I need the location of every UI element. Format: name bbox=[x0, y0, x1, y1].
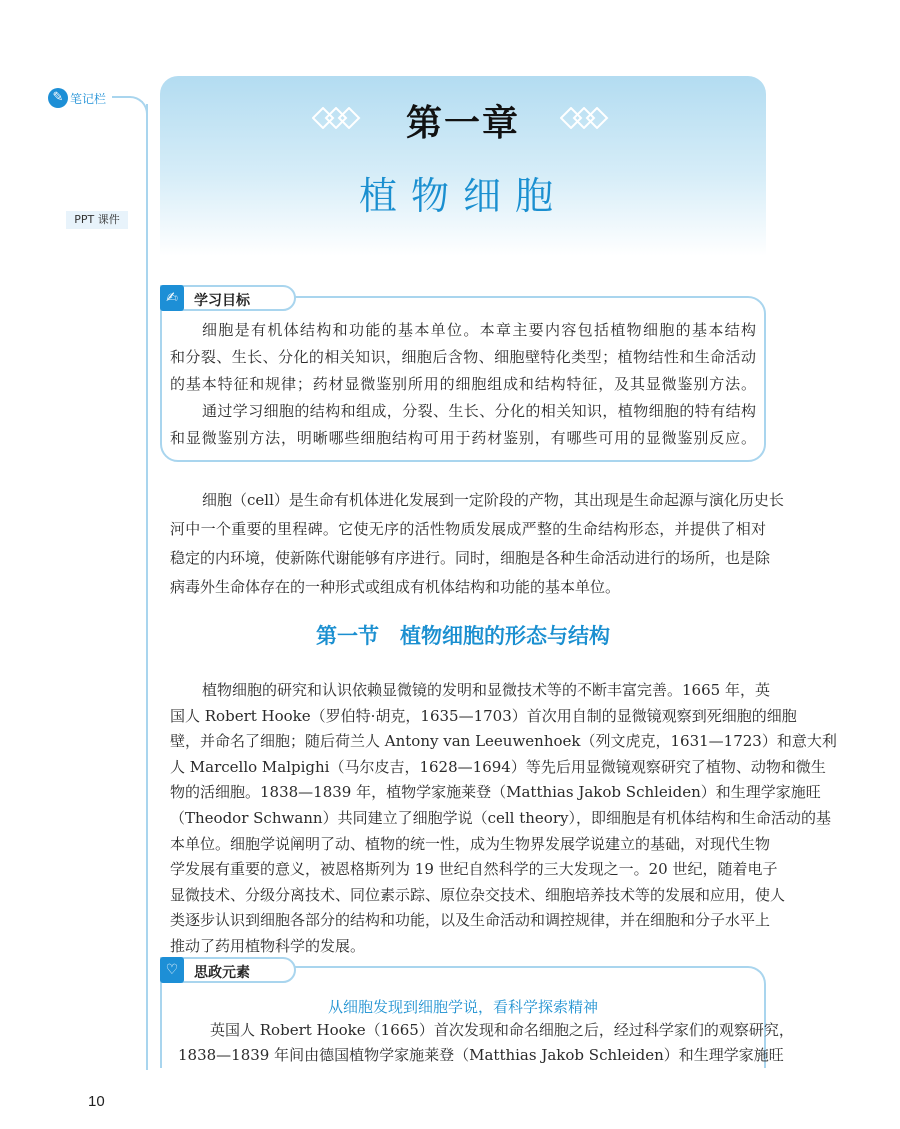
text-line: 稳定的内环境，使新陈代谢能够有序进行。同时，细胞是各种生命活动进行的场所，也是除 bbox=[170, 549, 771, 567]
text-line: 河中一个重要的里程碑。它使无序的活性物质发展成严整的生命结构形态，并提供了相对 bbox=[170, 520, 766, 538]
text-line: 细胞（cell）是生命有机体进化发展到一定阶段的产物，其出现是生命起源与演化历史长 bbox=[202, 491, 784, 509]
page-cut bbox=[150, 1068, 780, 1108]
text-line: 学发展有重要的意义，被恩格斯列为 19 世纪自然科学的三大发现之一。20 世纪，随着电子 bbox=[170, 860, 778, 879]
pencil-ruler-icon: ✍ bbox=[160, 285, 184, 311]
note-column-label: 笔记栏 bbox=[70, 92, 107, 106]
text-line: 病毒外生命体存在的一种形式或组成有机体结构和功能的基本单位。 bbox=[170, 578, 621, 596]
text-line: 通过学习细胞的结构和组成，分裂、生长、分化的相关知识，植物细胞的特有结构 bbox=[202, 402, 756, 420]
text-line: 植物细胞的研究和认识依赖显微镜的发明和显微技术等的不断丰富完善。1665 年，英 bbox=[202, 681, 770, 699]
text-line: 类逐步认识到细胞各部分的结构和功能，以及生命活动和调控规律，并在细胞和分子水平上 bbox=[170, 911, 771, 930]
objectives-tab bbox=[160, 285, 296, 311]
text-line: 显微技术、分级分离技术、同位素示踪、原位杂交技术、细胞培养技术等的发展和应用，使人 bbox=[170, 885, 786, 904]
ideology-title: 从细胞发现到细胞学说，看科学探索精神 bbox=[327, 998, 598, 1016]
ideology-tab bbox=[160, 957, 296, 983]
section-heading: 第一节 植物细胞的形态与结构 bbox=[316, 624, 610, 648]
ideology-label: 思政元素 bbox=[194, 965, 250, 981]
objectives-label: 学习目标 bbox=[194, 293, 250, 309]
margin-line bbox=[146, 104, 148, 1070]
ppt-courseware-link[interactable]: PPT 课件 bbox=[66, 211, 128, 229]
text-line: 本单位。细胞学说阐明了动、植物的统一性，成为生物界发展学说建立的基础，对现代生物 bbox=[170, 834, 771, 853]
chapter-title: 植物细胞 bbox=[358, 174, 567, 218]
text-line: 和显微鉴别方法，明晰哪些细胞结构可用于药材鉴别，有哪些可用的显微鉴别反应。 bbox=[170, 429, 756, 447]
text-line: 人 Marcello Malpighi（马尔皮吉，1628—1694）等先后用显微镜观察研究了植物、动物和微生 bbox=[170, 757, 826, 776]
text-line: 英国人 Robert Hooke（1665）首次发现和命名细胞之后，经过科学家们的观察研究， bbox=[210, 1021, 794, 1039]
text-line: （Theodor Schwann）共同建立了细胞学说（cell theory），即细胞是有机体结构和生命活动的基 bbox=[170, 809, 831, 827]
page-number: 10 bbox=[88, 1093, 105, 1110]
text-line: 国人 Robert Hooke（罗伯特·胡克，1635—1703）首次用自制的显微镜观察到死细胞的细胞 bbox=[170, 706, 797, 725]
text-line: 物的活细胞。1838—1839 年，植物学家施莱登（Matthias Jakob Schleiden）和生理学家施旺 bbox=[170, 783, 821, 802]
text-line: 细胞是有机体结构和功能的基本单位。本章主要内容包括植物细胞的基本结构 bbox=[202, 321, 756, 339]
pen-note-icon: ✎ bbox=[48, 88, 68, 108]
text-line: 1838—1839 年间由德国植物学家施莱登（Matthias Jakob Schleiden）和生理学家施旺 bbox=[178, 1046, 784, 1064]
chapter-number: 第一章 bbox=[405, 102, 520, 144]
text-line: 的基本特征和规律；药材显微鉴别所用的细胞组成和结构特征，及其显微鉴别方法。 bbox=[170, 375, 756, 393]
heart-hands-icon: ♡ bbox=[160, 957, 184, 983]
text-line: 推动了药用植物科学的发展。 bbox=[170, 937, 366, 955]
margin-curve bbox=[112, 96, 148, 116]
text-line: 壁，并命名了细胞；随后荷兰人 Antony van Leeuwenhoek（列文虎克，1631—1723）和意大利 bbox=[170, 732, 837, 751]
text-line: 和分裂、生长、分化的相关知识，细胞后含物、细胞壁特化类型；植物结性和生命活动 bbox=[170, 348, 756, 366]
